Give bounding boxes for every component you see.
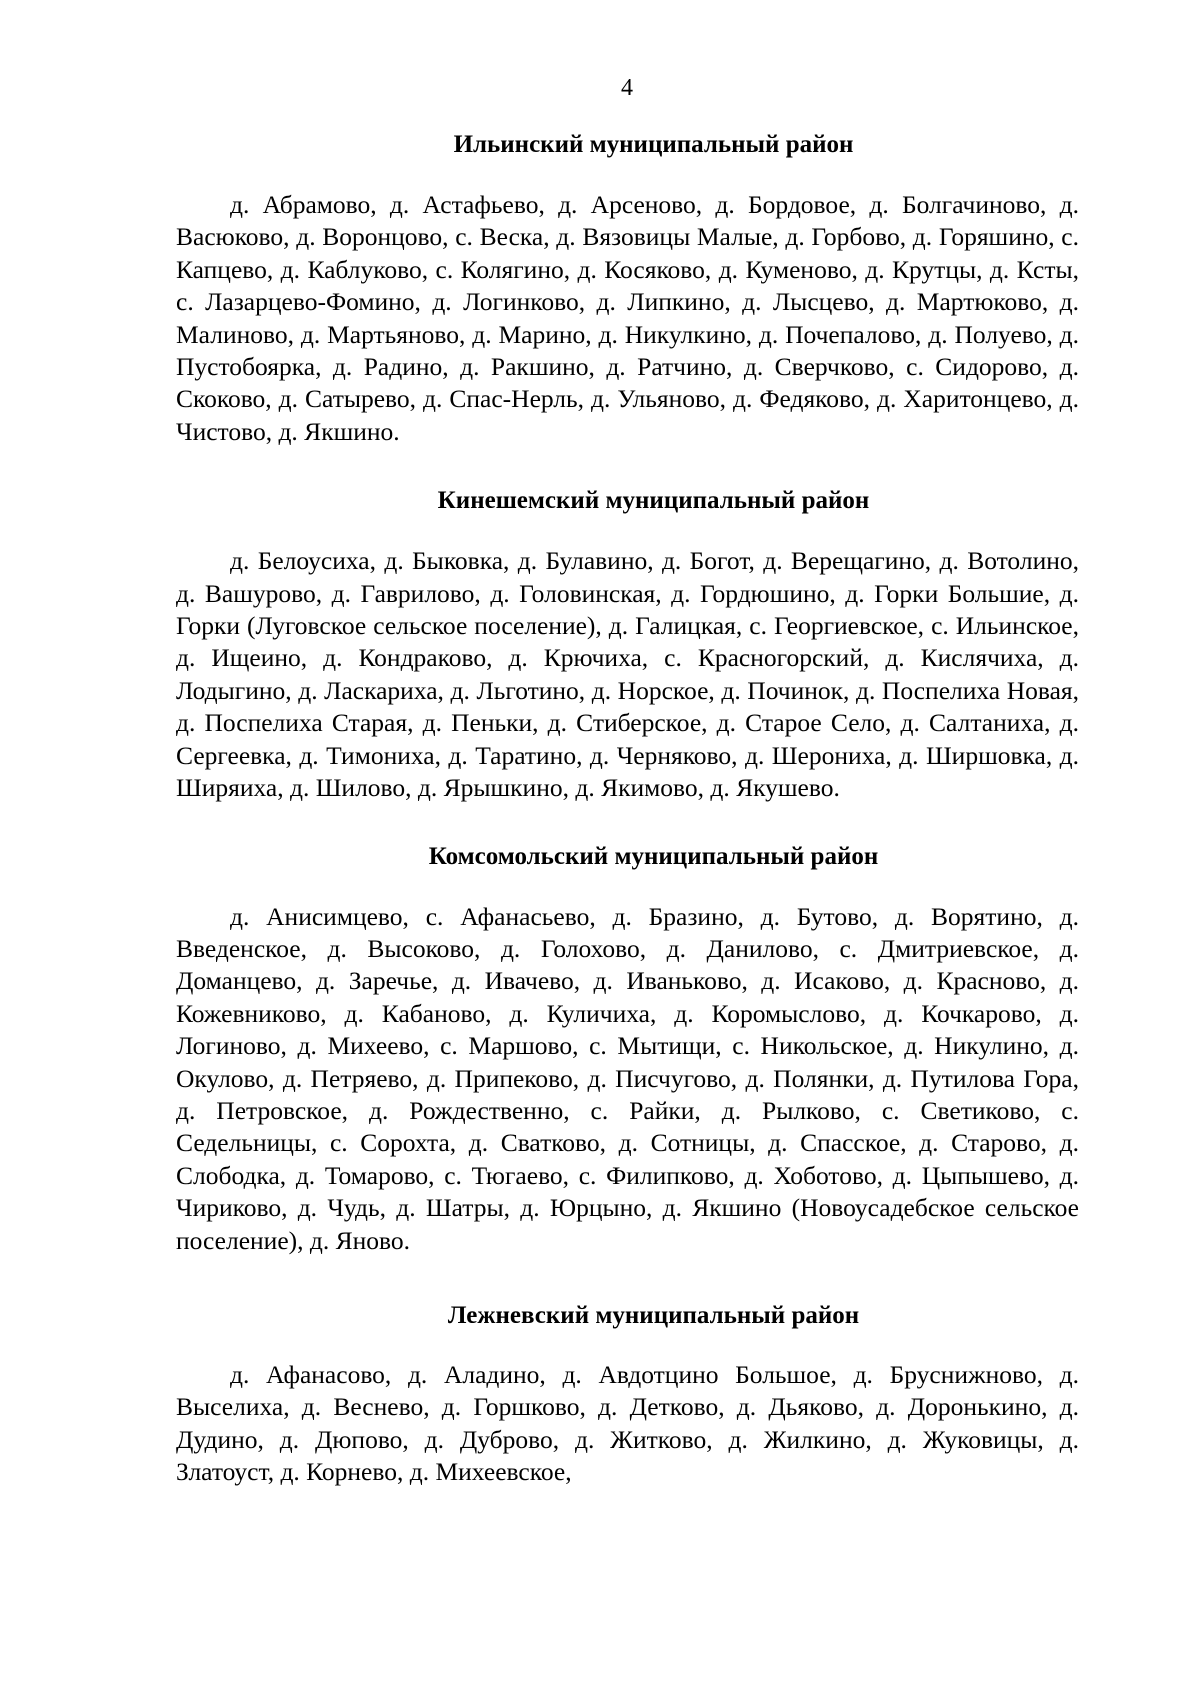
document-content	[176, 130, 1079, 1489]
section-title-lezhnevsky: Лежневский муниципальный район	[447, 1301, 860, 1329]
section-title-ilinsky: Ильинский муниципальный район	[453, 131, 854, 158]
section-title-kineshemsky: Кинешемский муниципальный район	[437, 487, 870, 515]
section-text-ilinsky: д. Абрамово, д. Астафьево, д. Арсеново, д. Бордовое, д. Болгачиново, д. Васюково, д. Воронцово, с. Веска, д. Вязовицы Малые, д. Горбово, д. Горяшино, с. Капцево, д. Каблуково, с. Колягино, д. Косяково, д. Куменово, д. Крутцы, д. Ксты, с. Лазарцево-Фомино, д. Логинково, д. Липкино, д. Лысцево, д. Мартюково, д. Малиново, д. Мартьяново, д. Марино, д. Никулкино, д. Почепалово, д. Полуево, д. Пустобоярка, д. Радино, д. Ракшино, д. Ратчино, д. Сверчково, с. Сидорово, д. Скоково, д. Сатырево, д. Спас-Нерль, д. Ульяново, д. Федяково, д. Харитонцево, д. Чистово, д. Якшино.	[176, 190, 1079, 446]
section-text-lezhnevsky: д. Афанасово, д. Аладино, д. Авдотцино Большое, д. Бруснижново, д. Выселиха, д. Веснево, д. Горшково, д. Детково, д. Дьяково, д. Доронькино, д. Дудино, д. Дюпово, д. Дуброво, д. Житково, д. Жилкино, д. Жуковицы, д. Златоуст, д. Корнево, д. Михеевское,	[176, 1359, 1079, 1487]
page-number: 4	[621, 75, 633, 101]
section-text-komsomolsky: д. Анисимцево, с. Афанасьево, д. Бразино, д. Бутово, д. Ворятино, д. Введенское, д. Высоково, д. Голохово, д. Данилово, с. Дмитриевское, д. Доманцево, д. Заречье, д. Ивачево, д. Иваньково, д. Исаково, д. Красново, д. Кожевниково, д. Кабаново, д. Куличиха, д. Коромыслово, д. Кочкарово, д. Логиново, д. Михеево, с. Маршово, с. Мытищи, с. Никольское, д. Никулино, д. Окулово, д. Петряево, д. Припеково, д. Писчугово, д. Полянки, д. Путилова Гора, д. Петровское, д. Рождественно, с. Райки, д. Рылково, с. Светиково, с. Седельницы, с. Сорохта, д. Сватково, д. Сотницы, д. Спасское, д. Старово, д. Слободка, д. Томарово, с. Тюгаево, с. Филипково, д. Хоботово, д. Цыпышево, д. Чириково, д. Чудь, д. Шатры, д. Юрцыно, д. Якшино (Новоусадебское сельское поселение), д. Яново.	[176, 901, 1079, 1255]
section-text-kineshemsky: д. Белоусиха, д. Быковка, д. Булавино, д. Богот, д. Верещагино, д. Вотолино, д. Вашурово, д. Гаврилово, д. Головинская, д. Гордюшино, д. Горки Большие, д. Горки (Луговское сельское поселение), д. Галицкая, с. Георгиевское, с. Ильинское, д. Ищеино, д. Кондраково, д. Крючиха, с. Красногорский, д. Кислячиха, д. Лодыгино, д. Ласкариха, д. Льготино, д. Норское, д. Починок, д. Поспелиха Новая, д. Поспелиха Старая, д. Пеньки, д. Стиберское, д. Старое Село, д. Салтаниха, д. Сергеевка, д. Тимониха, д. Таратино, д. Черняково, д. Шерониха, д. Ширшовка, д. Ширяиха, д. Шилово, д. Ярышкино, д. Якимово, д. Якушево.	[176, 546, 1079, 803]
section-title-komsomolsky: Комсомольский муниципальный район	[428, 842, 879, 870]
